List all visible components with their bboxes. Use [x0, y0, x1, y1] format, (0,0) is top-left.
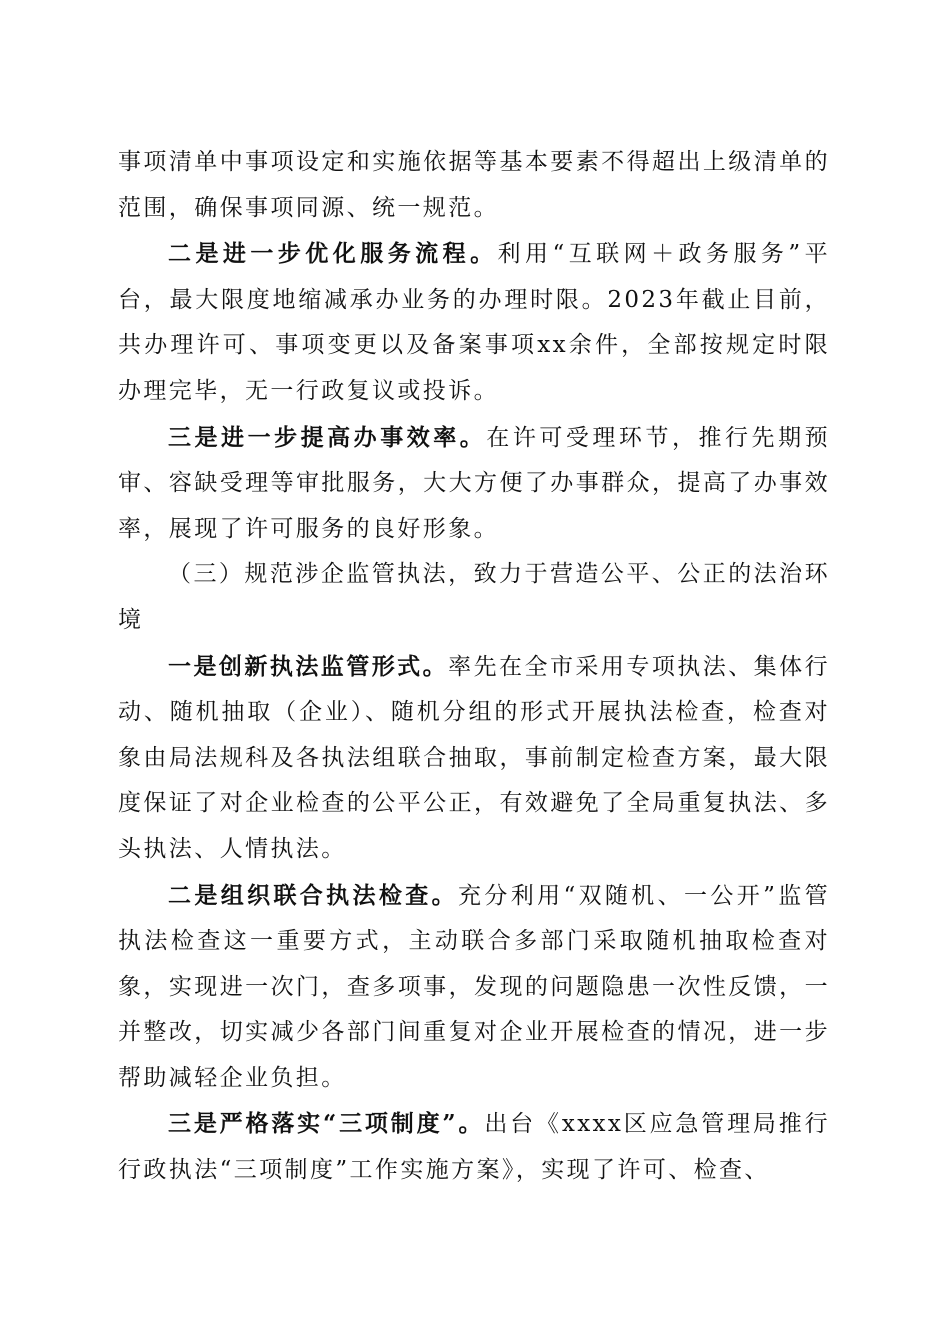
paragraph-improve-efficiency: [118, 415, 830, 553]
section-heading-text: （三）规范涉企监管执法，致力于营造公平、公正的法治环境: [118, 561, 830, 633]
paragraph-lead: 二是组织联合执法检查。: [168, 881, 458, 909]
paragraph-text: 事项清单中事项设定和实施依据等基本要素不得超出上级清单的范围，确保事项同源、统一规范。: [118, 149, 830, 221]
paragraph-innovate-enforcement: [118, 644, 830, 873]
paragraph-joint-inspection: [118, 873, 830, 1102]
paragraph-continuation: [118, 140, 830, 231]
paragraph-text: 充分利用“双随机、一公开”监管执法检查这一重要方式，主动联合多部门采取随机抽取检查对象，实现进一次门，查多项事，发现的问题隐患一次性反馈，一并整改，切实减少各部门间重复对企业开展检查的情况，进一步帮助减轻企业负担。: [118, 882, 830, 1091]
paragraph-three-systems: [118, 1101, 830, 1193]
paragraph-text: 出台《xxxx区应急管理局推行行政执法“三项制度”工作实施方案》，实现了许可、检查、: [118, 1111, 830, 1184]
paragraph-lead: 三是严格落实“三项制度”。: [168, 1110, 485, 1138]
paragraph-optimize-service-process: [118, 231, 830, 414]
paragraph-lead: 三是进一步提高办事效率。: [168, 423, 487, 451]
paragraph-text: 利用“互联网＋政务服务”平台，最大限度地缩减承办业务的办理时限。2023年截止目前，共办理许可、事项变更以及备案事项xx余件，全部按规定时限办理完毕，无一行政复议或投诉。: [118, 241, 830, 404]
document-body: [118, 140, 830, 1194]
paragraph-lead: 一是创新执法监管形式。: [168, 652, 449, 680]
paragraph-lead: 二是进一步优化服务流程。: [168, 240, 498, 268]
paragraph-text: 在许可受理环节，推行先期预审、容缺受理等审批服务，大大方便了办事群众，提高了办事效率，展现了许可服务的良好形象。: [118, 424, 830, 542]
paragraph-text: 率先在全市采用专项执法、集体行动、随机抽取（企业）、随机分组的形式开展执法检查，检查对象由局法规科及各执法组联合抽取，事前制定检查方案，最大限度保证了对企业检查的公平公正，有效避免了全局重复执法、多头执法、人情执法。: [118, 653, 831, 862]
section-heading: [118, 552, 830, 643]
